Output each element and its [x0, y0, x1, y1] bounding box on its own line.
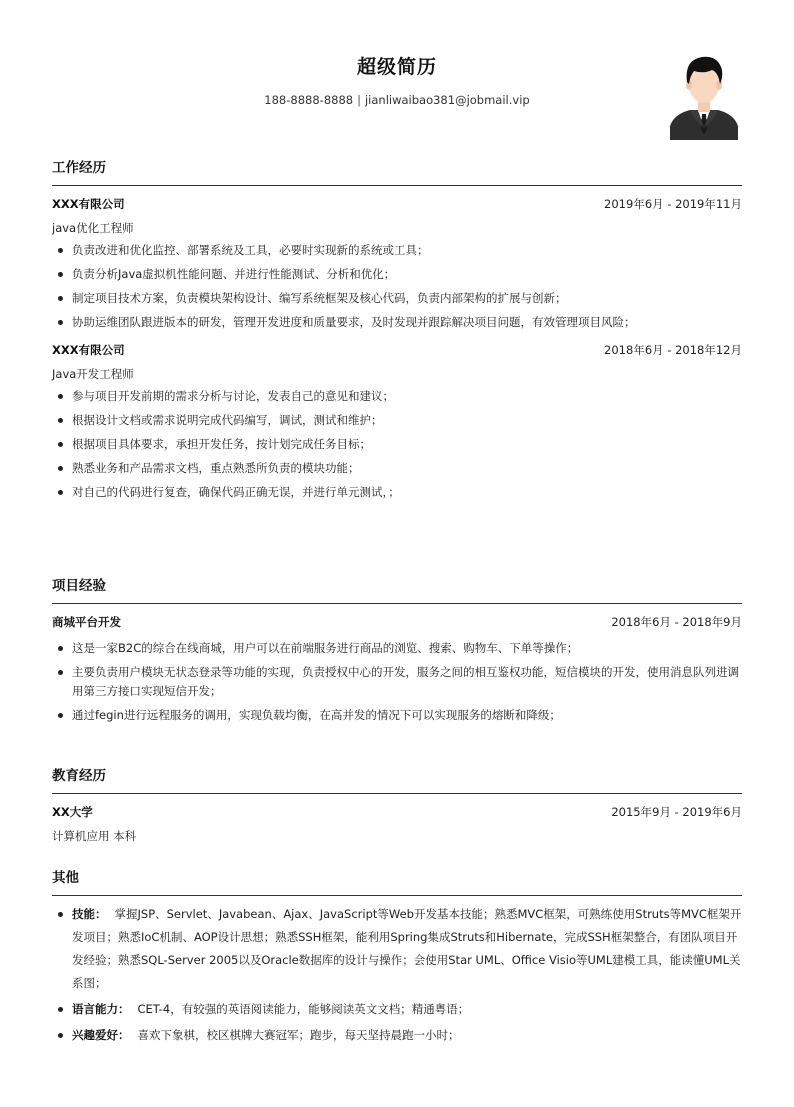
- work-duties-list: [52, 387, 742, 502]
- section-title-other: 其他: [52, 866, 742, 896]
- contact-separator: |: [357, 93, 361, 107]
- list-item: 主要负责用户模块无状态登录等功能的实现，负责授权中心的开发，服务之间的相互鉴权功能，短信模块的开发，使用消息队列进调用第三方接口实现短信开发；: [52, 663, 742, 701]
- date-range: 2015年9月 - 2019年6月: [611, 805, 742, 819]
- list-item: 通过fegin进行远程服务的调用，实现负载均衡，在高并发的情况下可以实现服务的熔断和降级；: [52, 706, 742, 725]
- project-experience-section: [52, 574, 742, 725]
- email-address: jianliwaibao381@jobmail.vip: [364, 93, 530, 107]
- section-title-project: 项目经验: [52, 574, 742, 604]
- work-duties-list: [52, 241, 742, 332]
- date-range: 2019年6月 - 2019年11月: [604, 197, 742, 211]
- company-name: XXX有限公司: [52, 197, 125, 211]
- list-item: 对自己的代码进行复查，确保代码正确无误，并进行单元测试，；: [52, 483, 742, 502]
- list-item: 根据设计文档或需求说明完成代码编写，调试，测试和维护；: [52, 411, 742, 430]
- other-section: [52, 866, 742, 1047]
- list-item: 负责改进和优化监控、部署系统及工具，必要时实现新的系统或工具；: [52, 241, 742, 260]
- education-entry-header: [52, 804, 742, 820]
- phone-number: 188-8888-8888: [264, 93, 354, 107]
- language-text: CET-4，有较强的英语阅读能力，能够阅读英文文档；精通粤语；: [137, 1002, 470, 1016]
- date-range: 2018年6月 - 2018年12月: [604, 343, 742, 357]
- list-item: 参与项目开发前期的需求分析与讨论，发表自己的意见和建议；: [52, 387, 742, 406]
- list-item: 根据项目具体要求，承担开发任务，按计划完成任务目标；: [52, 435, 742, 454]
- job-title: Java开发工程师: [52, 367, 134, 381]
- education-section: [52, 764, 742, 844]
- hobbies-label: 兴趣爱好：: [72, 1028, 130, 1042]
- skills-text: 掌握JSP、Servlet、Javabean、Ajax、JavaScript等Web开发基本技能；熟悉MVC框架，可熟练使用Struts等MVC框架开发项目；熟悉IoC机制、AOP设计思想；熟悉SSH框架，能利用Spring集成Struts和Hibernate，完成SSH框架整合，有团队项目开发经验；熟悉SQL-Server 2005以及Oracle数据库的设计与操作；会使用Star UML、Office Visio等UML建模工具，能读懂UML关系图；: [72, 907, 742, 990]
- hobbies-text: 喜欢下象棋，校区棋牌大赛冠军；跑步，每天坚持晨跑一小时；: [137, 1028, 460, 1042]
- list-item: [52, 998, 742, 1021]
- list-item: [52, 1024, 742, 1047]
- section-title-work: 工作经历: [52, 156, 742, 186]
- candidate-name: 超级简历: [356, 56, 437, 78]
- date-range: 2018年6月 - 2018年9月: [611, 615, 742, 629]
- list-item: [52, 903, 742, 995]
- major-degree: 计算机应用 本科: [52, 829, 137, 843]
- skills-label: 技能：: [72, 907, 107, 921]
- job-title: java优化工程师: [52, 221, 134, 235]
- other-info-list: [52, 903, 742, 1047]
- work-entry-header: [52, 342, 742, 358]
- list-item: 这是一家B2C的综合在线商城，用户可以在前端服务进行商品的浏览、搜索、购物车、下单等操作；: [52, 639, 742, 658]
- company-name: XXX有限公司: [52, 343, 125, 357]
- list-item: 负责分析Java虚拟机性能问题、并进行性能测试、分析和优化；: [52, 265, 742, 284]
- list-item: 熟悉业务和产品需求文档，重点熟悉所负责的模块功能；: [52, 459, 742, 478]
- section-title-education: 教育经历: [52, 764, 742, 794]
- list-item: 协助运维团队跟进版本的研发，管理开发进度和质量要求，及时发现并跟踪解决项目问题，有效管理项目风险；: [52, 313, 742, 332]
- work-entry-header: [52, 196, 742, 212]
- list-item: 制定项目技术方案，负责模块架构设计、编写系统框架及核心代码，负责内部架构的扩展与创新；: [52, 289, 742, 308]
- language-label: 语言能力：: [72, 1002, 130, 1016]
- school-name: XX大学: [52, 805, 93, 819]
- work-experience-section: [52, 156, 742, 502]
- avatar-photo: [668, 48, 740, 140]
- project-name: 商城平台开发: [52, 615, 121, 629]
- project-details-list: [52, 639, 742, 725]
- project-entry-header: [52, 614, 742, 630]
